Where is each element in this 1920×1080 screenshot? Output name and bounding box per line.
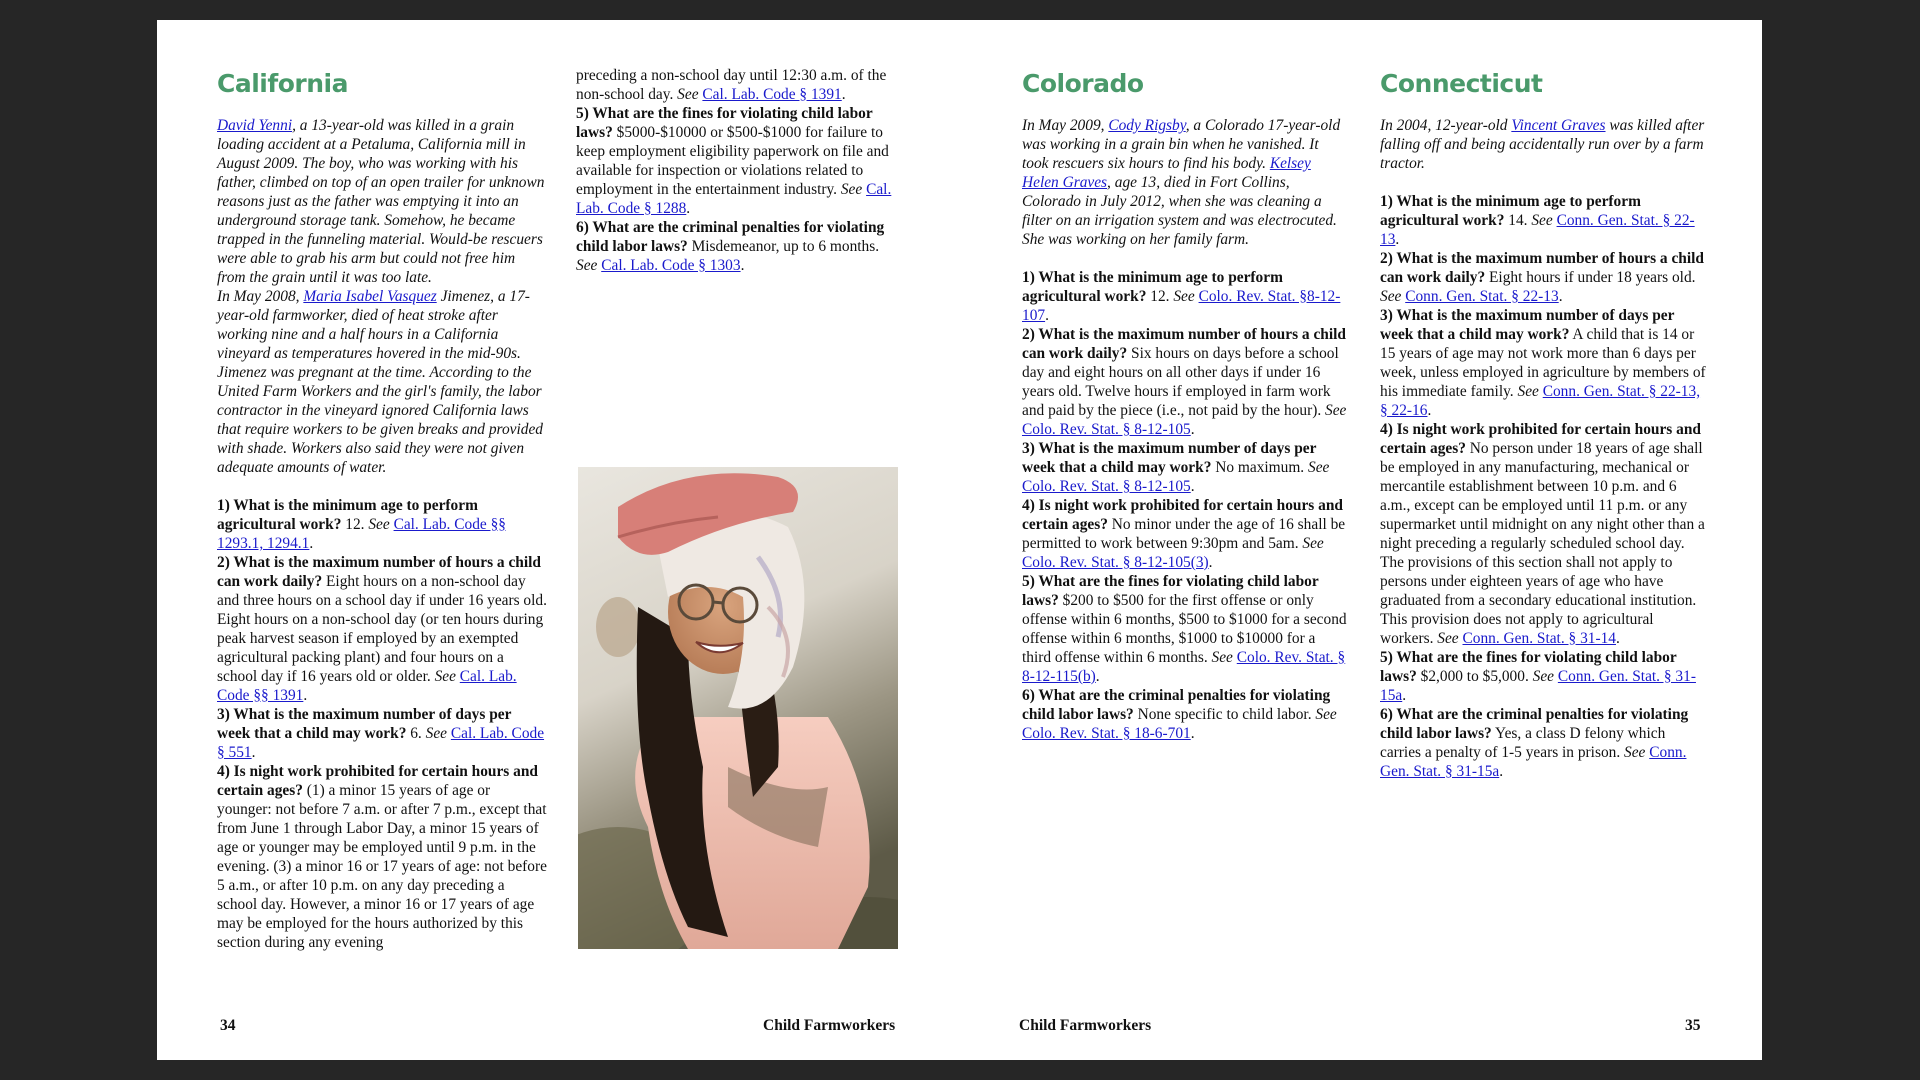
colorado-qa [1022,268,1347,743]
statute-link[interactable]: Colo. Rev. Stat. § 8-12-105 [1022,478,1191,495]
statute-link[interactable]: Colo. Rev. Stat. §8-12-107 [1022,288,1341,324]
colorado-heading: Colorado [1022,69,1144,98]
story-paragraph: In May 2009, Cody Rigsby, a Colorado 17-year-old was working in a grain bin when he vanished. It took rescuers six hours to find his body. Kelsey Helen Graves, age 13, died in Fort Collins, Colorado in July 2012, when she was cleaning a filter on an irrigation system and was electrocuted. She was working on her family farm. [1022,117,1341,248]
footer-title-right: Child Farmworkers [1019,1017,1152,1034]
statute-link[interactable]: Cal. Lab. Code §§ 1391 [217,668,517,704]
statute-link[interactable]: Cal. Lab. Code §§ 1293.1, 1294.1 [217,516,506,552]
connecticut-heading: Connecticut [1380,69,1543,98]
farmworker-girl-photo [578,467,898,949]
statute-link[interactable]: Cal. Lab. Code § 1288 [576,181,892,217]
qa-item: 3) What is the maximum number of days per week that a child may work? 6. See Cal. Lab. Code § 551. [217,706,545,761]
story-link-vincent-graves[interactable]: Vincent Graves [1511,117,1606,134]
statute-link[interactable]: Conn. Gen. Stat. § 31-15a [1380,668,1696,704]
qa-item: 5) What are the fines for violating child labor laws? $5000-$10000 or $500-$1000 for failure to keep employment eligibility paperwork on file and available for inspection or violations related to employment in the entertainment industry. See Cal. Lab. Code § 1288. [576,105,892,217]
statute-link[interactable]: Conn. Gen. Stat. § 22-13 [1405,288,1559,305]
qa-item: 4) Is night work prohibited for certain hours and certain ages? No person under 18 years of age shall be employed in any manufacturing, mechanical or mercantile establishment between 10 p.m. and 6 a.m., except can be employed until 11 p.m. or any supermarket until midnight on any night other than a night preceding a regularly scheduled school day. The provisions of this section shall not apply to persons under eighteen years of age who have graduated from a secondary educational institution. This provision does not apply to agricultural workers. See Conn. Gen. Stat. § 31-14. [1380,421,1705,647]
qa-item: 4) Is night work prohibited for certain hours and certain ages? No minor under the age of 16 shall be permitted to work between 9:30pm and 5am. See Colo. Rev. Stat. § 8-12-105(3). [1022,497,1346,571]
qa-item: 1) What is the minimum age to perform agricultural work? 12. See Colo. Rev. Stat. §8-12-107. [1022,269,1341,324]
story-link-kelsey-helen-graves[interactable]: Kelsey Helen Graves [1022,155,1311,191]
qa-item: 3) What is the maximum number of days per week that a child may work? No maximum. See Colo. Rev. Stat. § 8-12-105. [1022,440,1330,495]
story-link-david-yenni[interactable]: David Yenni [217,117,293,134]
story-link-cody-rigsby[interactable]: Cody Rigsby [1108,117,1186,134]
page-number-left: 34 [220,1017,236,1034]
statute-link[interactable]: Cal. Lab. Code § 551 [217,725,545,761]
california-qa-continued [576,66,901,275]
colorado-column [1022,69,1347,743]
story-link-maria-isabel-vasquez[interactable]: Maria Isabel Vasquez [303,288,437,305]
california-heading: California [217,69,348,98]
statute-link[interactable]: Colo. Rev. Stat. § 8-12-105 [1022,421,1191,438]
connecticut-qa [1380,192,1710,781]
story-paragraph: In 2004, 12-year-old Vincent Graves was killed after falling off and being accidentally run over by a farm tractor. [1380,117,1705,172]
qa-item: 6) What are the criminal penalties for violating child labor laws? Yes, a class D felony which carries a penalty of 1-5 years in prison. See Conn. Gen. Stat. § 31-15a. [1380,706,1689,780]
qa-item: preceding a non-school day until 12:30 a.m. of the non-school day. See Cal. Lab. Code § 1391. [576,67,887,103]
qa-item: 5) What are the fines for violating child labor laws? $200 to $500 for the first offense or only offense within 6 months, $500 to $1000 for a second offense within 6 months, $1000 to $10000 for a third offense within 6 months. See Colo. Rev. Stat. § 8-12-115(b). [1022,573,1347,685]
colorado-story [1022,116,1347,249]
statute-link[interactable]: Cal. Lab. Code § 1303 [601,257,741,274]
statute-link[interactable]: Cal. Lab. Code § 1391 [702,86,842,103]
statute-link[interactable]: Conn. Gen. Stat. § 31-15a [1380,744,1687,780]
statute-link[interactable]: Colo. Rev. Stat. § 18-6-701 [1022,725,1191,742]
qa-item: 5) What are the fines for violating child labor laws? $2,000 to $5,000. See Conn. Gen. Stat. § 31-15a. [1380,649,1696,704]
statute-link[interactable]: Colo. Rev. Stat. § 8-12-105(3) [1022,554,1209,571]
footer-title-left: Child Farmworkers [763,1017,896,1034]
document-spread [157,20,1762,1060]
california-qa [217,496,547,952]
california-story [217,116,547,477]
story-paragraph: In May 2008, Maria Isabel Vasquez Jimenez, a 17-year-old farmworker, died of heat stroke after working nine and a half hours in a California vineyard as temperatures hovered in the mid-90s. Jimenez was pregnant at the time. According to the United Farm Workers and the girl's family, the labor contractor in the vineyard ignored California laws that require workers to be given breaks and provided with shade. Workers also said they were not given adequate amounts of water. [217,288,543,476]
qa-item: 1) What is the minimum age to perform agricultural work? 14. See Conn. Gen. Stat. § 22-13. [1380,193,1695,248]
qa-item: 2) What is the maximum number of hours a child can work daily? Eight hours if under 18 years old. See Conn. Gen. Stat. § 22-13. [1380,250,1704,305]
statute-link[interactable]: Conn. Gen. Stat. § 22-13, § 22-16 [1380,383,1701,419]
statute-link[interactable]: Conn. Gen. Stat. § 22-13 [1380,212,1695,248]
qa-item: 6) What are the criminal penalties for violating child labor laws? Misdemeanor, up to 6 months. See Cal. Lab. Code § 1303. [576,219,885,274]
california-column-1 [217,69,547,952]
qa-item: 4) Is night work prohibited for certain hours and certain ages? (1) a minor 15 years of age or younger: not before 7 a.m. or after 7 p.m., except that from June 1 through Labor Day, a minor 15 years of age or younger may be employed until 9 p.m. in the evening. (3) a minor 16 or 17 years of age: not before 5 a.m., or after 10 p.m. on any day preceding a school day. However, a minor 16 or 17 years of age may be employed for the hours authorized by this section during any evening [217,763,547,951]
qa-item: 3) What is the maximum number of days per week that a child may work? A child that is 14 or 15 years of age may not work more than 6 days per week, unless employed in agriculture by members of his immediate family. See Conn. Gen. Stat. § 22-13, § 22-16. [1380,307,1706,419]
connecticut-story [1380,116,1710,173]
qa-item: 1) What is the minimum age to perform agricultural work? 12. See Cal. Lab. Code §§ 1293.1, 1294.1. [217,497,506,552]
page-number-right: 35 [1685,1017,1701,1034]
story-paragraph: David Yenni, a 13-year-old was killed in a grain loading accident at a Petaluma, California mill in August 2009. The boy, who was working with his father, climbed on top of an open trailer for unknown reasons just as the father was emptying it into an underground storage tank. Somehow, he became trapped in the funneling material. Would-be rescuers were able to grab his arm but could not free him from the grain until it was too late. [217,117,545,286]
qa-item: 6) What are the criminal penalties for violating child labor laws? None specific to child labor. See Colo. Rev. Stat. § 18-6-701. [1022,687,1337,742]
qa-item: 2) What is the maximum number of hours a child can work daily? Six hours on days before a school day and eight hours on all other days if under 16 years old. Twelve hours if employed in farm work and paid by the piece (i.e., not paid by the hour). See Colo. Rev. Stat. § 8-12-105. [1022,326,1347,438]
statute-link[interactable]: Colo. Rev. Stat. § 8-12-115(b) [1022,649,1346,685]
california-column-2 [576,66,901,275]
qa-item: 2) What is the maximum number of hours a child can work daily? Eight hours on a non-school day and three hours on a school day if under 16 years old. Eight hours on a non-school day (or ten hours during peak harvest season if employed by an exempted agricultural packing plant) and four hours on a school day if 16 years old or older. See Cal. Lab. Code §§ 1391. [217,554,547,704]
connecticut-column [1380,69,1710,781]
statute-link[interactable]: Conn. Gen. Stat. § 31-14 [1462,630,1616,647]
